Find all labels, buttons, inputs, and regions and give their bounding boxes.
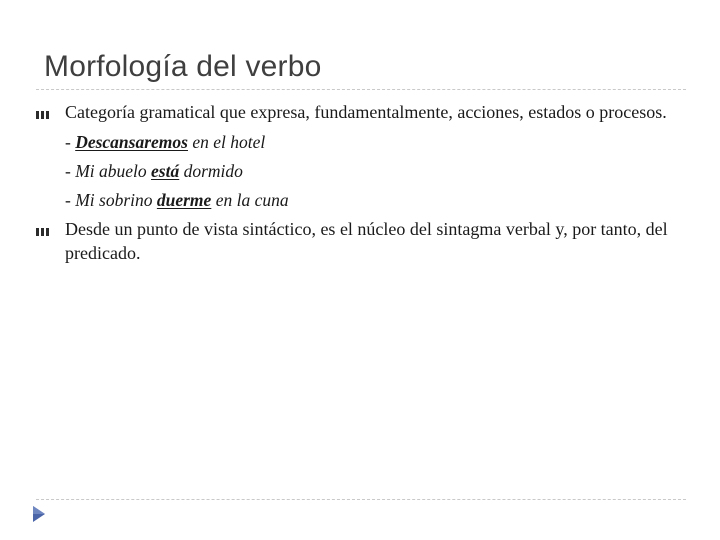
example-prefix: - Mi sobrino — [65, 190, 157, 210]
example-prefix: - Mi abuelo — [65, 161, 152, 181]
slide-body — [36, 100, 676, 265]
example-line — [36, 189, 676, 211]
bullet-text: Desde un punto de vista sintáctico, es el núcleo del sintagma verbal y, por tanto, del predicado. — [65, 219, 668, 263]
example-verb: Descansaremos — [75, 132, 188, 152]
example-line — [36, 160, 676, 182]
bullet-text: Categoría gramatical que expresa, fundamentalmente, acciones, estados o procesos. — [65, 102, 667, 122]
example-verb: está — [151, 161, 180, 181]
example-suffix: en la cuna — [211, 190, 289, 210]
example-line — [36, 131, 676, 153]
footer-divider — [36, 499, 686, 500]
example-verb: duerme — [156, 190, 212, 210]
bullet-item — [36, 100, 676, 124]
example-suffix: dormido — [179, 161, 243, 181]
nav-arrow-icon[interactable] — [32, 505, 46, 523]
slide-title: Morfología del verbo — [44, 50, 322, 83]
example-suffix: en el hotel — [187, 132, 266, 152]
bullet-item — [36, 217, 676, 265]
bullet-marker-icon — [36, 110, 50, 120]
example-prefix: - — [65, 132, 76, 152]
title-divider — [36, 89, 686, 90]
bullet-marker-icon — [36, 227, 50, 237]
